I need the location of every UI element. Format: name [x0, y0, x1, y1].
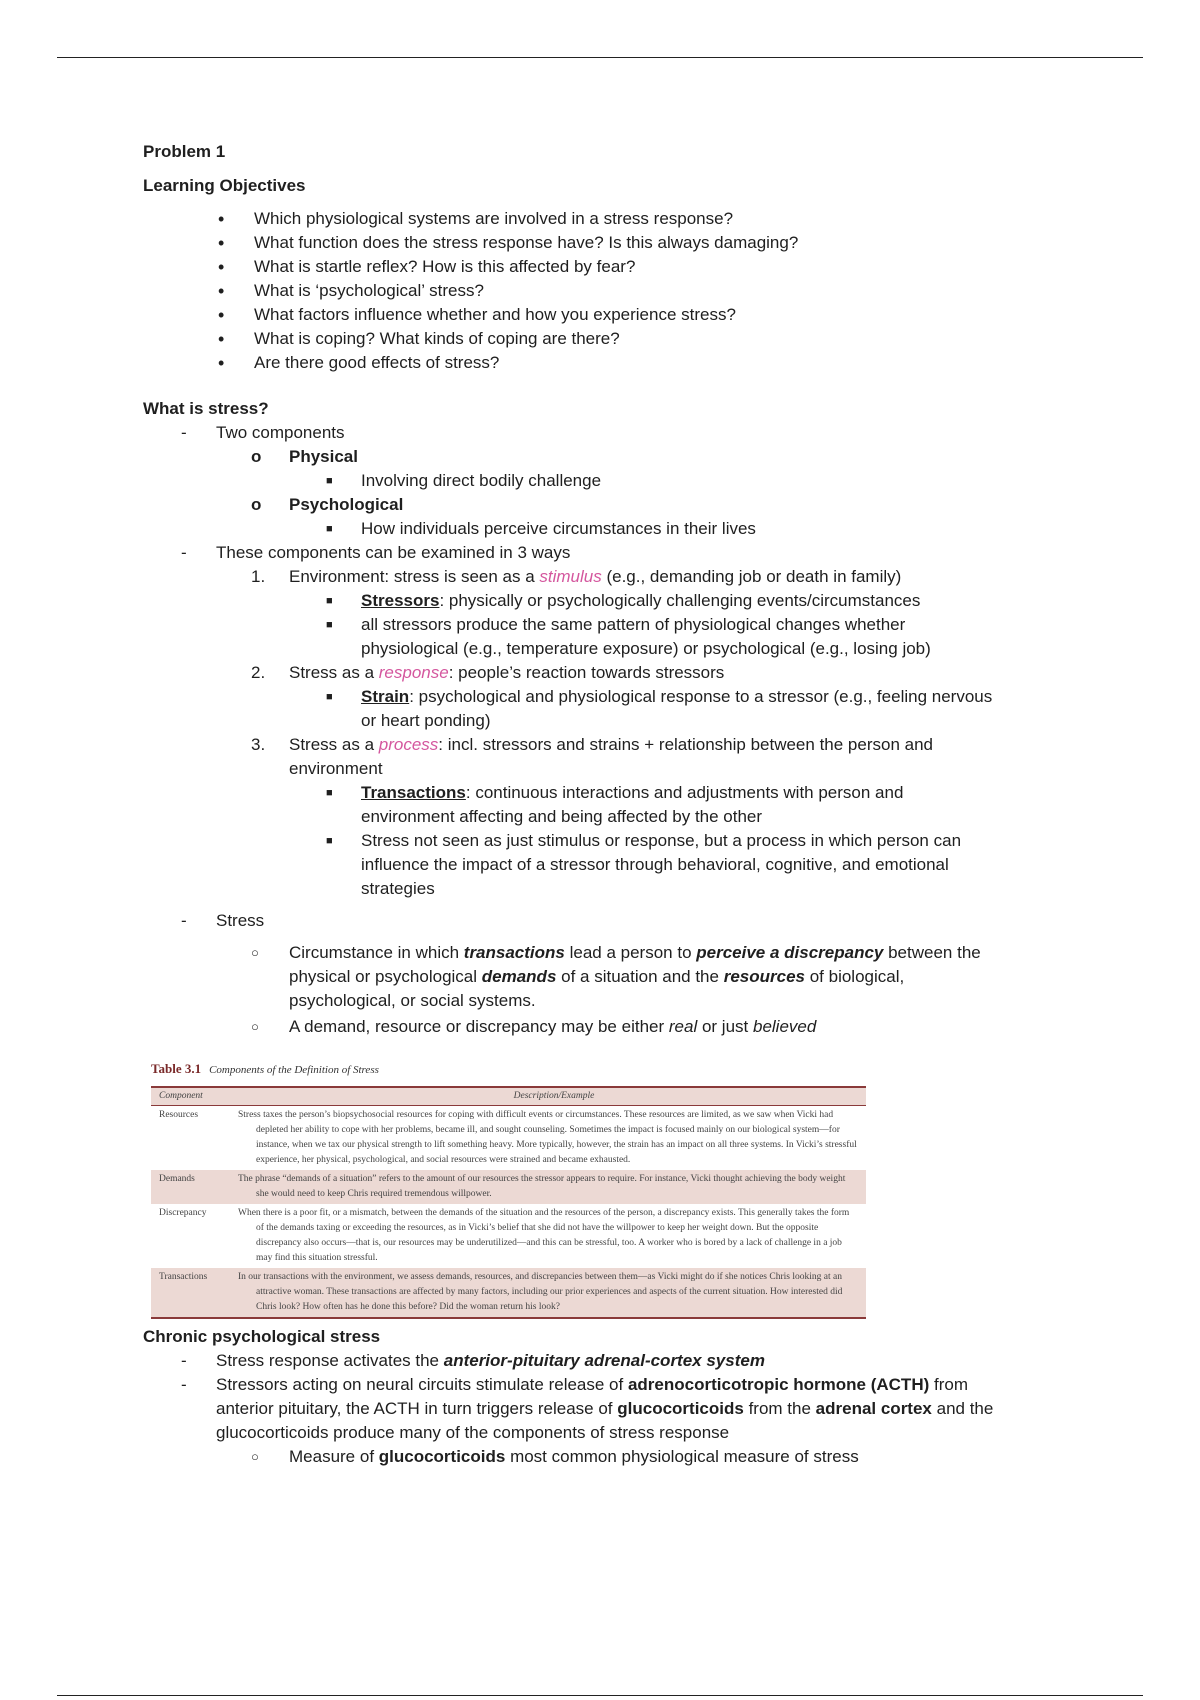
physical-desc: Involving direct bodily challenge [361, 471, 602, 490]
bottom-rule [57, 1695, 1143, 1696]
circ-1a: Circumstance in which [289, 943, 464, 962]
physical-label: Physical [289, 447, 358, 466]
circle-bullet-icon: ○ [251, 945, 259, 960]
list-item [143, 1445, 1063, 1469]
table-cell: When there is a poor fit, or a mismatch, between the demands of the situation and the resources of the person, a discrepancy exists. This generally takes the form of the demands taxing or exceeding the resources, as in Vicki’s belief that she did not have the willpower to keep her weight down. But the opposite discrepancy also occurs—that is, our resources may be underutilized—and this can be stressful, too. A worker who is bored by a lack of challenge in a job may find this situation stressful. [238, 1208, 850, 1263]
chronic-m-c: most common physiological measure of stress [505, 1447, 859, 1466]
stimulus-term: stimulus [539, 567, 602, 586]
list-item [143, 733, 1063, 781]
list-item: • What is startle reflex? How is this affected by fear? [143, 255, 1063, 279]
chronic-s3: glucocorticoids produce many of the components of stress response [216, 1423, 730, 1442]
list-item [143, 493, 1063, 517]
strain-def-line1: : psychological and physiological response to a stressor (e.g., feeling nervous [409, 687, 993, 706]
list-item [143, 565, 1063, 589]
two-components-text: Two components [216, 423, 345, 442]
list-item [143, 589, 1063, 613]
list-item [143, 781, 1063, 829]
list-item [143, 541, 1063, 565]
square-bullet-icon: ■ [326, 787, 333, 799]
circle-bullet-icon: ○ [251, 1019, 259, 1034]
stressors-def: : physically or psychologically challenging events/circumstances [439, 591, 921, 610]
stress-definition-table [151, 1057, 866, 1319]
chronic-s2e: and the [931, 1399, 994, 1418]
table-row [151, 1106, 866, 1171]
table-row [151, 1204, 866, 1268]
chronic-s2d: adrenal cortex [815, 1399, 932, 1418]
resp-post: : people’s reaction towards stressors [448, 663, 725, 682]
list-item [143, 1015, 1063, 1039]
chronic-s1b: adrenocorticotropic hormone (ACTH) [627, 1375, 930, 1394]
table-cell: Discrepancy [159, 1208, 207, 1218]
response-term: response [378, 663, 449, 682]
components-table [151, 1086, 866, 1319]
resp-pre: Stress as a [289, 663, 379, 682]
document-page [143, 140, 1063, 1469]
circ-2a: physical or psychological [289, 967, 482, 986]
list-item [143, 661, 1063, 685]
list-item [143, 909, 1063, 933]
chronic-m-b: glucocorticoids [378, 1447, 506, 1466]
number-marker: 3. [251, 735, 266, 754]
psychological-desc: How individuals perceive circumstances in their lives [361, 519, 756, 538]
process-term: process [378, 735, 439, 754]
circ-1d: perceive a discrepancy [696, 943, 884, 962]
circ-1e: between the [883, 943, 981, 962]
circle-bullet-icon: o [251, 447, 262, 466]
chronic-act-a: Stress response activates the [216, 1351, 444, 1370]
what-is-stress-heading: What is stress? [143, 399, 269, 418]
table-caption [151, 1057, 866, 1082]
list-item: • What is ‘psychological’ stress? [143, 279, 1063, 303]
list-item [143, 941, 1063, 1013]
square-bullet-icon: ■ [326, 523, 333, 535]
notjust-line2: influence the impact of a stressor through behavioral, cognitive, and emotional [361, 855, 949, 874]
chronic-s1a: Stressors acting on neural circuits stimulate release of [216, 1375, 628, 1394]
demand-d: believed [752, 1017, 817, 1036]
square-bullet-icon: ■ [326, 691, 333, 703]
chronic-s2c: from the [743, 1399, 816, 1418]
transactions-term: Transactions [361, 783, 466, 802]
table-row [151, 1170, 866, 1204]
list-item [143, 1373, 1063, 1445]
proc-post-line2: environment [289, 759, 383, 778]
circ-3: psychological, or social systems. [289, 991, 536, 1010]
number-marker: 2. [251, 663, 266, 682]
list-item: • Which physiological systems are involved in a stress response? [143, 207, 1063, 231]
trans-def-line2: environment affecting and being affected by the other [361, 807, 763, 826]
list-item [143, 445, 1063, 469]
circ-1b: transactions [463, 943, 565, 962]
chronic-act-b: anterior-pituitary adrenal-cortex system [443, 1351, 765, 1370]
square-bullet-icon: ■ [326, 475, 333, 487]
list-item: • What function does the stress response have? Is this always damaging? [143, 231, 1063, 255]
demand-c: or just [697, 1017, 753, 1036]
problem-heading: Problem 1 [143, 142, 226, 161]
chronic-m-a: Measure of [289, 1447, 379, 1466]
list-item [143, 1349, 1063, 1373]
list-item [143, 517, 1063, 541]
table-cell: Stress taxes the person’s biopsychosocial resources for coping with difficult events or circumstances. These resources are limited, as we saw when Vicki had depleted her ability to cope with her problems, became ill, and sought counseling. Sometimes the impact is focused mainly on our biological system—for instance, when we tax our physical strength to lift something heavy. More typically, however, the strain has an impact on all three systems. In Vicki’s stressful experience, her physical, psychological, and social resources were strained and became exhausted. [238, 1110, 857, 1165]
table-caption-title: Components of the Definition of Stress [209, 1064, 379, 1076]
chronic-s2a: anterior pituitary, the ACTH in turn triggers release of [216, 1399, 618, 1418]
all-stressors-line1: all stressors produce the same pattern of physiological changes whether [361, 615, 906, 634]
circ-2e: of biological, [804, 967, 905, 986]
notjust-line1: Stress not seen as just stimulus or response, but a process in which person can [361, 831, 962, 850]
chronic-s1c: from [929, 1375, 968, 1394]
table-cell: Resources [159, 1110, 199, 1120]
table-row [151, 1268, 866, 1318]
list-item: • What factors influence whether and how you experience stress? [143, 303, 1063, 327]
env-post: (e.g., demanding job or death in family) [601, 567, 902, 586]
square-bullet-icon: ■ [326, 595, 333, 607]
list-item: • What is coping? What kinds of coping are there? [143, 327, 1063, 351]
learning-objectives-heading: Learning Objectives [143, 176, 306, 195]
strain-def-line2: or heart ponding) [361, 711, 491, 730]
table-header: Component [151, 1087, 242, 1106]
all-stressors-line2: physiological (e.g., temperature exposure) or psychological (e.g., losing job) [361, 639, 931, 658]
circle-bullet-icon: ○ [251, 1449, 259, 1464]
list-item: • Are there good effects of stress? [143, 351, 1063, 375]
circ-2b: demands [481, 967, 557, 986]
demand-b: real [668, 1017, 698, 1036]
table-header: Description/Example [242, 1087, 866, 1106]
list-item [143, 685, 1063, 733]
proc-pre: Stress as a [289, 735, 379, 754]
env-pre: Environment: stress is seen as a [289, 567, 540, 586]
list-item [143, 421, 1063, 445]
number-marker: 1. [251, 567, 266, 586]
strain-term: Strain [361, 687, 410, 706]
list-item [143, 469, 1063, 493]
proc-post-line1: : incl. stressors and strains + relationship between the person and [438, 735, 933, 754]
demand-a: A demand, resource or discrepancy may be either [289, 1017, 669, 1036]
circ-1c: lead a person to [564, 943, 697, 962]
table-caption-number: Table 3.1 [151, 1061, 202, 1076]
notjust-line3: strategies [361, 879, 435, 898]
table-cell: Demands [151, 1170, 242, 1204]
table-cell: The phrase “demands of a situation” refers to the amount of our resources the stressor appears to require. For instance, Vicki thought achieving the body weight she would need to keep Chris required tremendous willpower. [242, 1170, 866, 1204]
examined-text: These components can be examined in 3 ways [216, 543, 571, 562]
psychological-label: Psychological [289, 495, 404, 514]
square-bullet-icon: ■ [326, 619, 333, 631]
circ-2d: resources [723, 967, 805, 986]
circle-bullet-icon: o [251, 495, 262, 514]
stressors-term: Stressors [361, 591, 440, 610]
chronic-stress-heading: Chronic psychological stress [143, 1327, 381, 1346]
circ-2c: of a situation and the [556, 967, 724, 986]
objectives-list [143, 207, 1063, 375]
top-rule [57, 57, 1143, 58]
trans-def-line1: : continuous interactions and adjustments with person and [465, 783, 904, 802]
table-cell: Transactions [151, 1268, 242, 1318]
table-cell: In our transactions with the environment, we assess demands, resources, and discrepancies between them—as Vicki might do if she notices Chris looking at an attractive woman. These transactions are affected by many factors, including our prior experiences and aspects of the current situation. How interested did Chris look? How often has he done this before? Did the woman return his look? [242, 1268, 866, 1318]
chronic-s2b: glucocorticoids [617, 1399, 744, 1418]
stress-label: Stress [216, 911, 265, 930]
list-item [143, 829, 1063, 901]
list-item [143, 613, 1063, 661]
square-bullet-icon: ■ [326, 835, 333, 847]
